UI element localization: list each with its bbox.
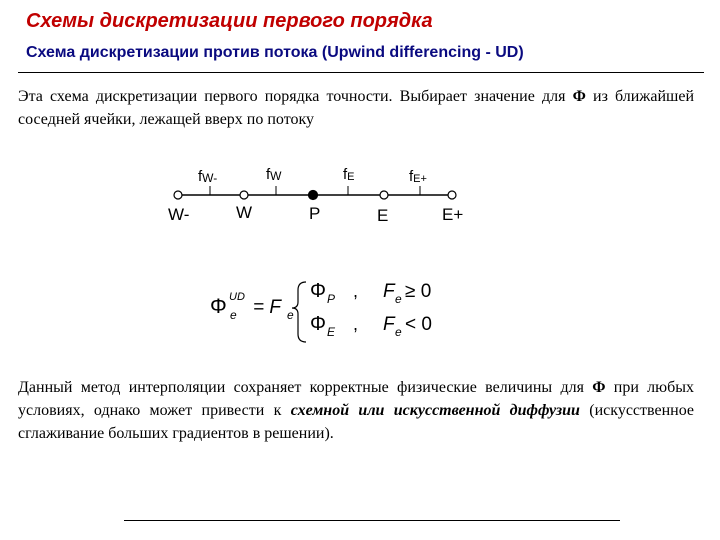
node-e-plus (448, 191, 456, 199)
node-label-e-plus: E+ (442, 205, 464, 224)
intro-line2: из ближайшей соседней ячейки, лежащей вверх по потоку (18, 88, 695, 128)
footer-divider (124, 520, 620, 521)
formula-lhs-sub: e (230, 308, 237, 322)
case2-comma: , (353, 314, 359, 334)
face-label-e-plus: fE+ (409, 168, 427, 185)
face-label-e: fE (343, 166, 355, 183)
node-w-minus (174, 191, 182, 199)
page-subtitle: Схема дискретизации против потока (Upwind differencing - UD) (26, 44, 524, 61)
face-label-w: fW (266, 166, 282, 183)
node-e (380, 191, 388, 199)
formula-lhs-phi: Φ (210, 295, 227, 318)
conclusion-part2: при любых условиях, однако может привести к (18, 379, 695, 419)
face-label-w-minus: fW- (198, 168, 218, 185)
formula-eq: = F (253, 297, 281, 318)
conclusion-part3: (искусственное сглаживание больших градиентов в решении). (18, 402, 695, 442)
case1-rel: ≥ 0 (405, 281, 432, 302)
case2-phi: Φ (310, 313, 326, 335)
case1-cond-sub: e (395, 292, 402, 306)
page-title: Схемы дискретизации первого порядка (26, 10, 433, 32)
conclusion-paragraph (18, 376, 694, 445)
case2-rel: < 0 (405, 314, 432, 335)
node-label-e: E (377, 206, 389, 225)
case1-phi: Φ (310, 280, 326, 302)
conclusion-phi-symbol: Φ (592, 379, 606, 396)
case2-cond-sub: e (395, 325, 402, 339)
node-label-w: W (236, 203, 253, 222)
conclusion-part1: Данный метод интерполяции сохраняет корректные физические величины для (18, 379, 593, 396)
case1-comma: , (353, 281, 359, 301)
node-p (309, 191, 318, 200)
node-label-p: P (309, 204, 321, 223)
intro-line1: Эта схема дискретизации первого порядка точности. Выбирает значение для (18, 88, 566, 105)
formula-lhs-sup: UD (229, 291, 245, 303)
formula-brace (292, 282, 306, 342)
upwind-formula (210, 280, 432, 342)
case1-phi-sub: P (327, 292, 336, 306)
node-label-w-minus: W- (168, 205, 190, 224)
case2-phi-sub: E (327, 325, 336, 339)
case1-cond: F (383, 281, 395, 302)
intro-phi-symbol: Φ (572, 88, 586, 105)
formula-eq-sub: e (287, 308, 294, 322)
node-w (240, 191, 248, 199)
case2-cond: F (383, 314, 395, 335)
conclusion-emphasis: схемной или искусственной диффузии (290, 402, 580, 419)
